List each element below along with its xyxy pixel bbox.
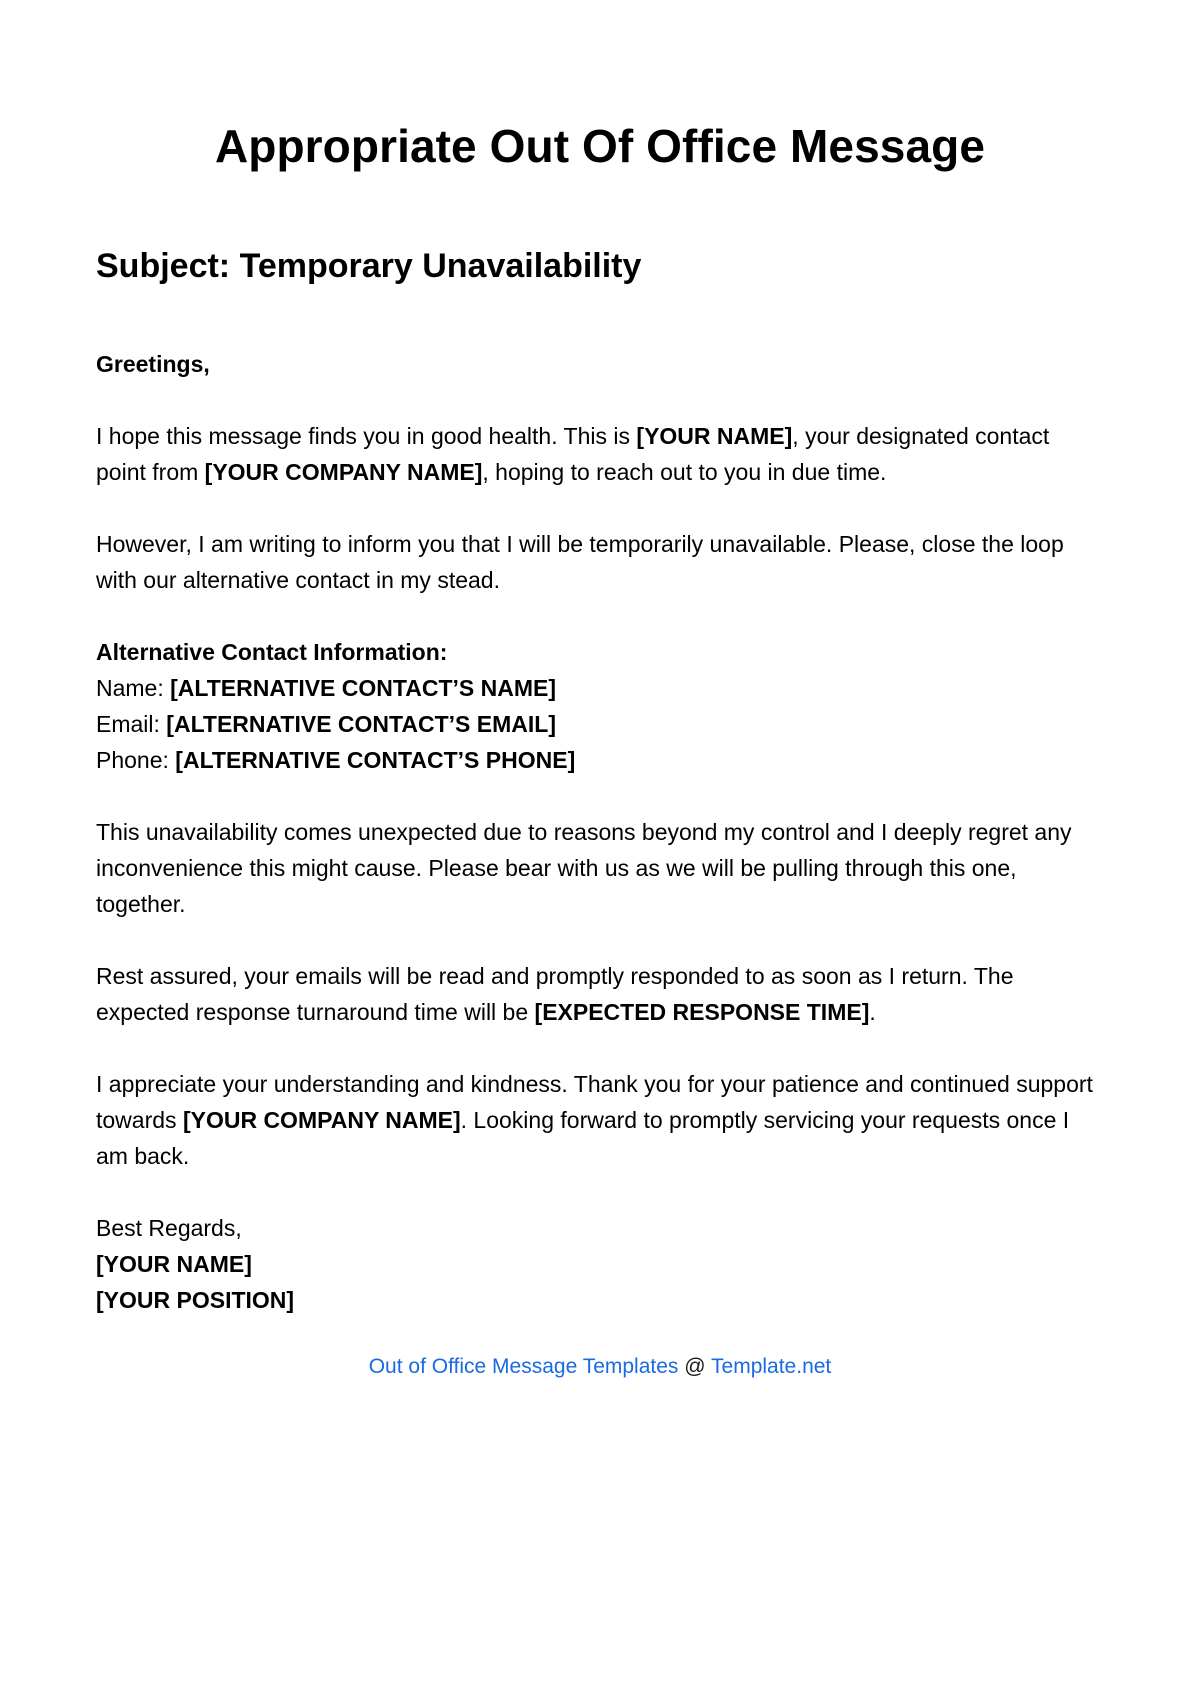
appreciation-text-2: . Looking forward to promptly servicing your requests once I am back. [96,1107,1070,1169]
response-text-2: . [869,999,876,1025]
document-title: Appropriate Out Of Office Message [214,120,986,172]
alternative-contact-email [96,706,1104,742]
alternative-contact-name [96,670,1104,706]
appreciation-text-1: I appreciate your understanding and kindness. Thank you for your patience and continued support towards [96,1071,1093,1133]
template-net-link[interactable]: Template.net [711,1355,832,1378]
intro-paragraph [96,418,1104,490]
company-name-placeholder: [YOUR COMPANY NAME] [204,459,483,485]
apology-paragraph: This unavailability comes unexpected due to reasons beyond my control and I deeply regret any inconvenience this might cause. Please bear with us as we will be pulling through this one, together. [96,819,1072,917]
alternative-contact-block [96,634,1104,778]
response-time-paragraph [96,958,1104,1030]
name-label: Name: [96,675,171,701]
signoff-name: [YOUR NAME] [96,1251,252,1277]
closing: Best Regards, [96,1215,242,1241]
phone-label: Phone: [96,747,176,773]
email-value: [ALTERNATIVE CONTACT’S EMAIL] [166,711,556,737]
alternative-contact-phone [96,742,1104,778]
templates-link[interactable]: Out of Office Message Templates [368,1355,679,1378]
alternative-contact-heading: Alternative Contact Information: [96,639,448,665]
signoff-position: [YOUR POSITION] [96,1287,295,1313]
phone-value: [ALTERNATIVE CONTACT’S PHONE] [175,747,576,773]
footer-attribution [96,1352,1104,1382]
message-body [96,346,1104,1318]
unavailability-paragraph: However, I am writing to inform you that I will be temporarily unavailable. Please, close the loop with our alternative contact in my stead. [96,531,1064,593]
greeting [96,346,1104,382]
signoff-block [96,1210,1104,1318]
name-value: [ALTERNATIVE CONTACT’S NAME] [170,675,556,701]
company-name-placeholder-2: [YOUR COMPANY NAME] [182,1107,461,1133]
greeting-text: Greetings, [96,351,210,377]
subject-line: Subject: Temporary Unavailability [96,247,642,285]
footer-separator: @ [678,1355,712,1378]
expected-response-time-placeholder: [EXPECTED RESPONSE TIME] [534,999,870,1025]
appreciation-paragraph [96,1066,1104,1174]
response-text-1: Rest assured, your emails will be read and promptly responded to as soon as I return. The expected response turnaround time will be [96,963,1014,1025]
intro-text-3: , hoping to reach out to you in due time. [482,459,887,485]
your-name-placeholder: [YOUR NAME] [636,423,793,449]
email-label: Email: [96,711,167,737]
intro-text-2: , your designated contact point from [96,423,1050,485]
intro-text-1: I hope this message finds you in good health. This is [96,423,637,449]
